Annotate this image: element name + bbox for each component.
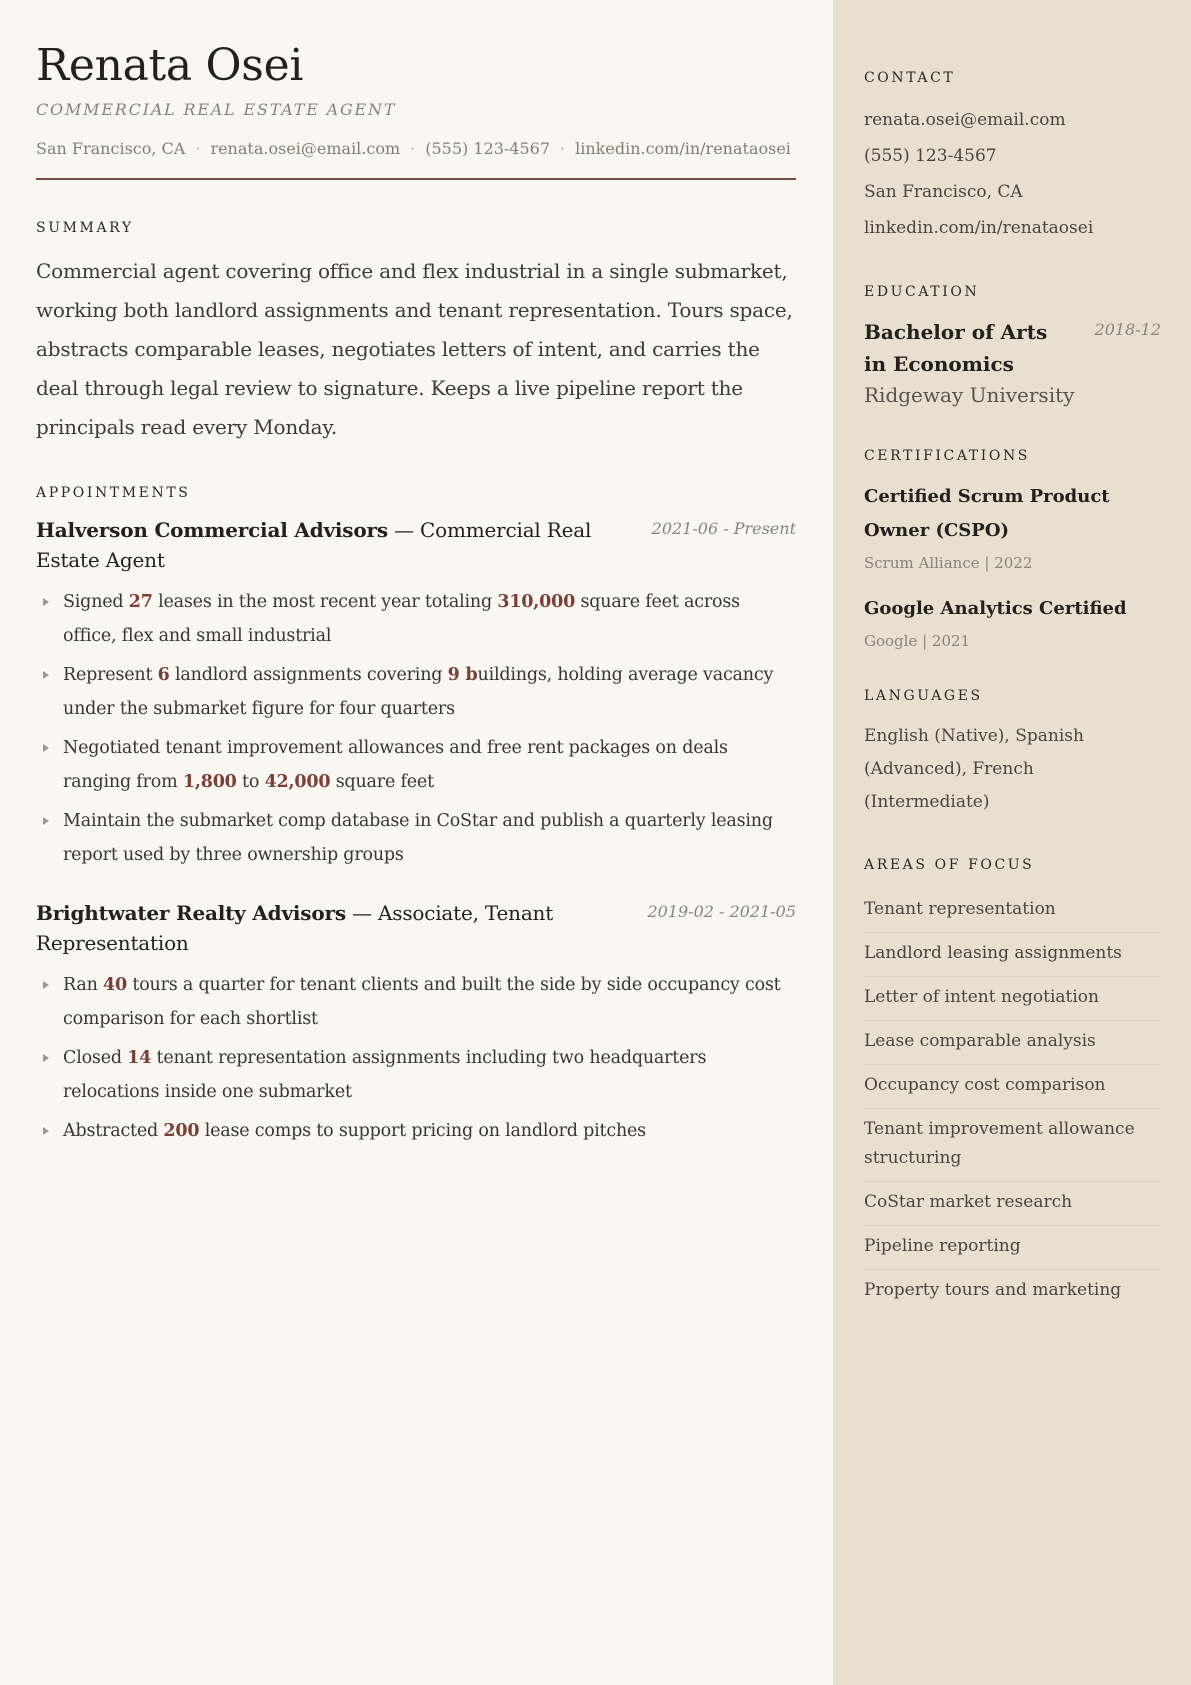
languages-heading: LANGUAGES (864, 688, 983, 704)
bullet-text: Ran (63, 975, 104, 995)
certification-org: Google | 2021 (864, 632, 971, 650)
highlight-number: 42,000 (264, 772, 331, 792)
candidate-role: COMMERCIAL REAL ESTATE AGENT (36, 100, 397, 119)
focus-item: Property tours and marketing (864, 1280, 1122, 1300)
bullet-text: square feet across office, flex and small industrial (63, 592, 740, 646)
bullet-triangle-icon (43, 671, 49, 679)
highlight-number: 40 (103, 975, 127, 995)
job-bullet (36, 968, 796, 1036)
contact-list (864, 102, 1161, 246)
bullet-text: uildings, holding average vacancy under the submarket figure for four quarters (63, 665, 774, 719)
languages-section (864, 688, 1161, 819)
focus-heading: AREAS OF FOCUS (864, 857, 1035, 873)
job-bullet (36, 731, 796, 799)
job-entry (36, 515, 796, 872)
focus-item: Tenant improvement allowance structuring (864, 1109, 1161, 1182)
bullet-text: square feet (330, 772, 434, 792)
contact-email[interactable]: renata.osei@email.com (864, 110, 1066, 130)
header-divider (36, 178, 796, 180)
job-dates: 2021-06 - Present (651, 519, 796, 538)
certification-name: Certified Scrum Product Owner (CSPO) (864, 486, 1110, 541)
bullet-triangle-icon (43, 981, 49, 989)
bullet-text: Maintain the submarket comp database in CoStar and publish a quarterly leasing report used by three ownership groups (63, 811, 773, 865)
separator: · (410, 139, 416, 158)
job-bullet (36, 1114, 796, 1148)
bullet-triangle-icon (43, 744, 49, 752)
focus-item: Letter of intent negotiation (864, 977, 1161, 1021)
education-section (864, 284, 1161, 410)
highlight-number: 27 (128, 592, 153, 612)
certification-org: Scrum Alliance | 2022 (864, 554, 1033, 572)
header-contact-line (36, 139, 796, 158)
separator: · (560, 139, 566, 158)
job-bullet (36, 585, 796, 653)
highlight-number: 310,000 (497, 592, 576, 612)
sidebar (833, 0, 1191, 1685)
bullet-triangle-icon (43, 1054, 49, 1062)
education-heading: EDUCATION (864, 284, 980, 300)
focus-item: Occupancy cost comparison (864, 1065, 1161, 1109)
bullet-text: Signed (63, 592, 129, 612)
bullet-text: Abstracted (63, 1121, 164, 1141)
highlight-number: 14 (127, 1048, 152, 1068)
bullet-text: tenant representation assignments including two headquarters relocations inside one submarket (63, 1048, 707, 1102)
bullet-triangle-icon (43, 598, 49, 606)
highlight-number: 6 (157, 665, 170, 685)
job-bullet (36, 658, 796, 726)
focus-item: Tenant representation (864, 889, 1161, 933)
job-entry (36, 898, 796, 1148)
job-bullets (36, 585, 796, 872)
header-email[interactable]: renata.osei@email.com (210, 139, 401, 158)
separator: · (195, 139, 201, 158)
bullet-text: to (236, 772, 265, 792)
bullet-text: lease comps to support pricing on landlord pitches (199, 1121, 646, 1141)
bullet-text: Closed (63, 1048, 128, 1068)
education-degree: Bachelor of Arts in Economics (864, 320, 1048, 376)
contact-location: San Francisco, CA (864, 182, 1023, 202)
job-title (36, 898, 636, 958)
header-phone[interactable]: (555) 123-4567 (425, 139, 551, 158)
header-location: San Francisco, CA (36, 139, 186, 158)
certifications-section (864, 448, 1161, 650)
job-position: — Commercial Real Estate Agent (36, 518, 592, 572)
highlight-number: 1,800 (182, 772, 237, 792)
highlight-number: 9 b (447, 665, 478, 685)
contact-heading: CONTACT (864, 70, 956, 86)
appointments-heading: APPOINTMENTS (36, 485, 191, 501)
focus-section (864, 857, 1161, 1313)
certification-item (864, 480, 1161, 572)
header-linkedin[interactable]: linkedin.com/in/renataosei (575, 139, 791, 158)
summary-heading: SUMMARY (36, 220, 134, 236)
education-year: 2018-12 (1094, 320, 1161, 339)
job-company: Halverson Commercial Advisors (36, 518, 388, 542)
job-dates: 2019-02 - 2021-05 (647, 902, 796, 921)
bullet-text: Represent (63, 665, 158, 685)
focus-list (864, 889, 1161, 1313)
candidate-name: Renata Osei (36, 40, 304, 91)
focus-item: Landlord leasing assignments (864, 933, 1161, 977)
languages-text: English (Native), Spanish (Advanced), French (Intermediate) (864, 726, 1084, 812)
job-bullet (36, 1041, 796, 1109)
job-header (36, 898, 796, 958)
job-bullets (36, 968, 796, 1148)
bullet-text: tours a quarter for tenant clients and built the side by side occupancy cost comparison for each shortlist (63, 975, 781, 1029)
bullet-triangle-icon (43, 1127, 49, 1135)
certification-item (864, 592, 1161, 650)
contact-phone[interactable]: (555) 123-4567 (864, 146, 997, 166)
focus-item: Pipeline reporting (864, 1226, 1161, 1270)
focus-item: Lease comparable analysis (864, 1021, 1161, 1065)
job-bullet (36, 804, 796, 872)
bullet-text: landlord assignments covering (169, 665, 448, 685)
job-company: Brightwater Realty Advisors (36, 901, 346, 925)
focus-item: CoStar market research (864, 1182, 1161, 1226)
highlight-number: 200 (163, 1121, 200, 1141)
bullet-text: leases in the most recent year totaling (152, 592, 498, 612)
job-header (36, 515, 796, 575)
education-school: Ridgeway University (864, 383, 1075, 407)
bullet-triangle-icon (43, 817, 49, 825)
certification-name: Google Analytics Certified (864, 598, 1127, 619)
summary-text: Commercial agent covering office and flex industrial in a single submarket, working both landlord assignments and tenant representation. Tours space, abstracts comparable leases, negotiates letters of intent, and carries the deal through legal review to signature. Keeps a live pipeline report the principals read every Monday. (36, 259, 793, 439)
education-row (864, 316, 1161, 380)
certifications-heading: CERTIFICATIONS (864, 448, 1030, 464)
bullet-text: Negotiated tenant improvement allowances and free rent packages on deals ranging from (63, 738, 728, 792)
job-title (36, 515, 636, 575)
job-position: — Associate, Tenant Representation (36, 901, 554, 955)
contact-linkedin[interactable]: linkedin.com/in/renataosei (864, 218, 1094, 238)
